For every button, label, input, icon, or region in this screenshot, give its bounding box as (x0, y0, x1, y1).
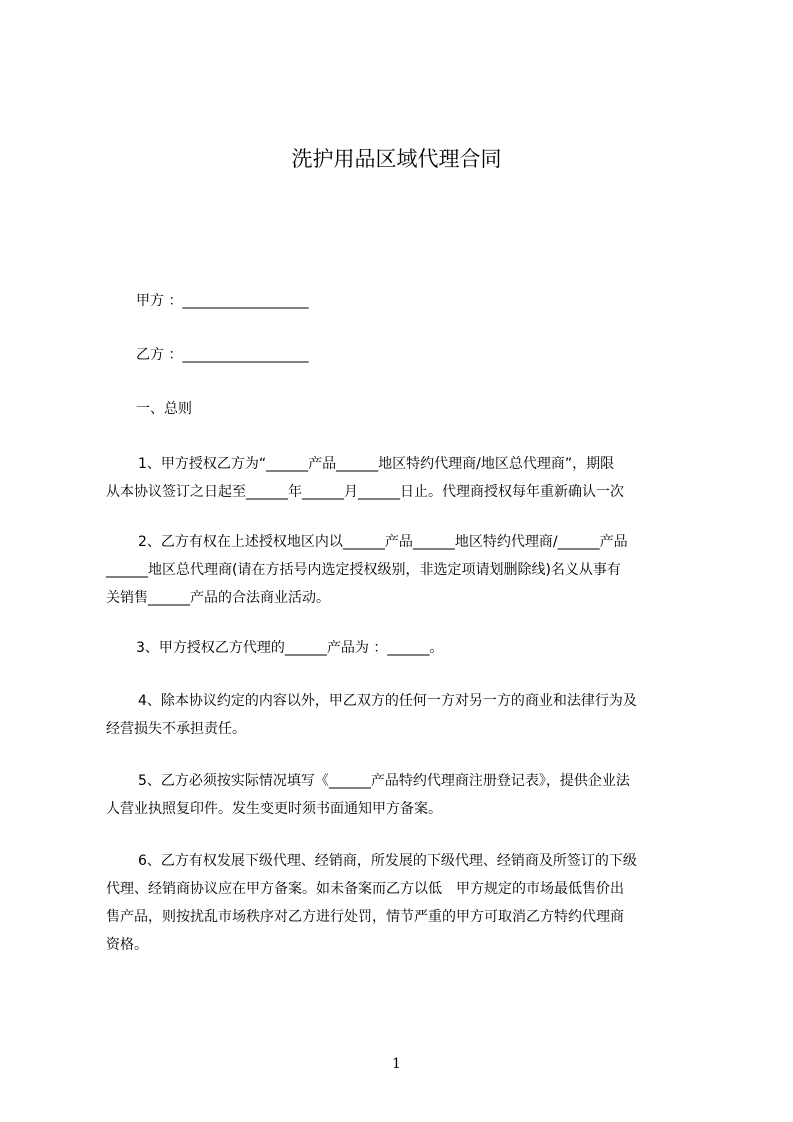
clause-4-line-2: 经营损失不承担责任。 (106, 721, 246, 737)
clause-4-line-1: 4、除本协议约定的内容以外，甲乙双方的任何一方对另一方的商业和法律行为及 (138, 693, 637, 709)
clause-3-line-1: 3、甲方授权乙方代理的______产品为 ：______。 (136, 640, 444, 656)
clause-6-line-4: 资格。 (106, 937, 148, 953)
clause-6-line-2: 代理、经销商协议应在甲方备案。如未备案而乙方以低 甲方规定的市场最低售价出 (106, 881, 624, 897)
clause-2-line-2: ______地区总代理商(请在方括号内选定授权级别，非选定项请划删除线)名义从事有 (106, 562, 621, 578)
clause-6-line-3: 售产品，则按扰乱市场秩序对乙方进行处罚，情节严重的甲方可取消乙方特约代理商 (106, 909, 624, 925)
party-a-line: 甲方 ：__________________ (136, 293, 309, 309)
clause-2 (106, 528, 710, 612)
clause-1-line-1: 1、甲方授权乙方为“______产品______地区特约代理商/地区总代理商”，期限 (138, 456, 615, 472)
contract-title: 洗护用品区域代理合同 (291, 147, 502, 171)
party-b-line: 乙方 ：__________________ (136, 347, 309, 363)
clause-4 (106, 687, 710, 743)
clause-2-line-3: 关销售______产品的合法商业活动。 (106, 590, 330, 606)
clause-2-line-1: 2、乙方有权在上述授权地区内以______产品______地区特约代理商/______产品 (138, 534, 628, 550)
page-number: 1 (392, 1056, 401, 1072)
clause-3 (106, 634, 710, 662)
clause-6 (106, 847, 710, 959)
clause-5 (106, 767, 710, 823)
clause-6-line-1: 6、乙方有权发展下级代理、经销商，所发展的下级代理、经销商及所签订的下级 (138, 853, 637, 869)
clause-1-line-2: 从本协议签订之日起至______年______月______日止。代理商授权每年重新确认一次 (106, 484, 624, 500)
section-heading-general: 一、总则 (136, 401, 192, 417)
clause-5-line-2: 人营业执照复印件。发生变更时须书面通知甲方备案。 (106, 801, 442, 817)
clause-5-line-1: 5、乙方必须按实际情况填写《______产品特约代理商注册登记表》，提供企业法 (138, 773, 630, 789)
clause-1 (106, 450, 710, 506)
